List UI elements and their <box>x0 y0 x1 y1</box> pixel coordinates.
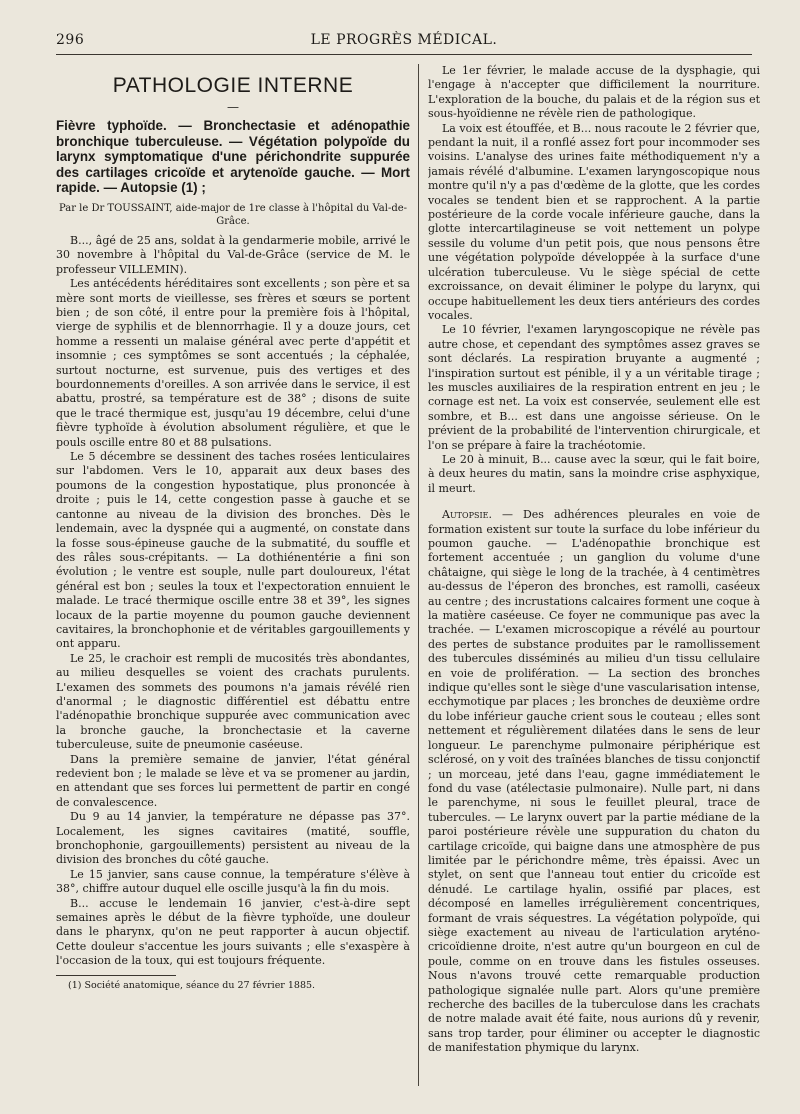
article-byline: Par le Dr TOUSSAINT, aide-major de 1re classe à l'hôpital du Val-de-Grâce. <box>58 202 408 227</box>
paragraph: Le 1er février, le malade accuse de la dysphagie, qui l'engage à n'accepter que difficilement la nourriture. L'exploration de la bouche, du palais et de la région sus et sous-hyoïdienne ne révèle rien de pathologique. <box>428 64 760 121</box>
article-headline: Fièvre typhoïde. — Bronchectasie et adénopathie bronchique tuberculeuse. — Végétation polypoïde du larynx symptomatique d'une périchondrite suppurée des cartilages cricoïde et arytenoïde gauche. — Mort rapide. — Autopsie (1) ; <box>56 118 410 196</box>
paragraph: Le 15 janvier, sans cause connue, la température s'élève à 38°, chiffre autour duquel elle oscille jusqu'à la fin du mois. <box>56 867 410 896</box>
paragraph: Les antécédents héréditaires sont excellents ; son père et sa mère sont morts de vieillesse, ses frères et sœurs se portent bien ; de son côté, il entre pour la première fois à l'hôpital, vierge de syphilis et de blennorrhagie. Il y a douze jours, cet homme a ressenti un malaise général avec perte d'appétit et insomnie ; ces symptômes se sont accentués ; la céphalée, surtout nocturne, est survenue, puis des vertiges et des bourdonnements d'oreilles. A son arrivée dans le service, il est abattu, prostré, sa température est de 38° ; disons de suite que le tracé thermique est, jusqu'au 19 décembre, celui d'une fièvre typhoïde à évolution absolument régulière, et que le pouls oscille entre 80 et 88 pulsations. <box>56 277 410 449</box>
autopsy-lead: Autopsie. <box>442 508 492 522</box>
paragraph: La voix est étouffée, et B... nous racoute le 2 février que, pendant la nuit, il a ronflé assez fort pour incommoder ses voisins. L'analyse des urines faite méthodiquement n'y a jamais révélé d'albumine. L'examen laryngoscopique nous montre qu'il n'y a pas d'œdème de la glotte, que les cordes vocales se tendent bien et se rapprochent. A la partie postérieure de la corde vocale inférieure gauche, dans la glotte intercartilagineuse se voit nettement un polype sessile du volume d'un petit pois, que nous pensons être une végétation polypoïde développée à la surface d'une ulcération tuberculeuse. Vu le siège spécial de cette excroissance, on devait éliminer le polype du larynx, qui occupe habituellement les deux tiers antérieurs des cordes vocales. <box>428 121 760 322</box>
section-title: PATHOLOGIE INTERNE <box>112 74 354 97</box>
title-dash: — <box>227 100 239 114</box>
running-head <box>56 30 752 55</box>
autopsy-paragraph <box>428 508 760 1055</box>
paragraph: Du 9 au 14 janvier, la température ne dépasse pas 37°. Localement, les signes cavitaires (matité, souffle, bronchophonie, gargouillements) persistent au niveau de la division des bronches du côté gauche. <box>56 810 410 867</box>
paragraph: Le 25, le crachoir est rempli de mucosités très abondantes, au milieu desquelles se voient des crachats purulents. L'examen des sommets des poumons n'a jamais révélé rien d'anormal ; le diagnostic différentiel est débattu entre l'adénopathie bronchique suppurée avec communication avec la bronche gauche, la bronchectasie et la caverne tuberculeuse, suite de pneumonie caséeuse. <box>56 651 410 752</box>
paragraph: Le 10 février, l'examen laryngoscopique ne révèle pas autre chose, et cependant des symptômes assez graves se sont déclarés. La respiration bruyante a augmenté ; l'inspiration surtout est pénible, il y a un véritable tirage ; les muscles auxiliaires de la respiration entrent en jeu ; le cornage est net. La voix est conservée, seulement elle est sombre, et B... est dans une angoisse sérieuse. On le prévient de la probabilité de l'intervention chirurgicale, et l'on se prépare à faire la trachéotomie. <box>428 323 760 452</box>
paragraph: Le 5 décembre se dessinent des taches rosées lenticulaires sur l'abdomen. Vers le 10, apparait aux deux bases des poumons de la congestion hypostatique, plus prononcée à droite ; puis le 14, cette congestion passe à gauche et se cantonne au niveau de la division des bronches. Dès le lendemain, avec la dyspnée qui a augmenté, on constate dans la fosse sous-épineuse gauche de la submatité, du souffle et des râles sous-crépitants. — La dothiénentérie a fini son évolution ; le ventre est souple, nulle part douloureux, l'état général est bon ; seules la toux et l'expectoration ennuient le malade. Le tracé thermique oscille entre 38 et 39°, les signes locaux de la partie moyenne du poumon gauche deviennent cavitaires, la bronchophonie et de véritables gargouillements y ont apparu. <box>56 450 410 651</box>
section-gap <box>428 496 760 508</box>
footnote: (1) Société anatomique, séance du 27 février 1885. <box>68 979 316 991</box>
journal-title: LE PROGRÈS MÉDICAL. <box>310 32 498 48</box>
column-divider <box>418 64 419 1086</box>
paragraph: B..., âgé de 25 ans, soldat à la gendarmerie mobile, arrivé le 30 novembre à l'hôpital du Val-de-Grâce (service de M. le professeur VILLEMIN). <box>56 233 410 276</box>
paragraph: Le 20 à minuit, B... cause avec la sœur, qui le fait boire, à deux heures du matin, sans la moindre crise asphyxique, il meurt. <box>428 452 760 495</box>
page-number: 296 <box>56 32 85 48</box>
left-column <box>56 64 410 1088</box>
autopsy-text: — Des adhérences pleurales en voie de formation existent sur toute la surface du lobe inférieur du poumon gauche. — L'adénopathie bronchique est fortement accentuée ; un ganglion du volume d'une châtaigne, qui siège le long de la trachée, à 4 centimètres au-dessus de l'éperon des bronches, est ramolli, caséeux au centre ; des incrustations calcaires forment une coque à la matière caséeuse. Ce foyer ne communique pas avec la trachée. — L'examen microscopique a révélé au pourtour des pertes de substance produites par le ramollissement des tubercules disséminés au milieu d'un tissu cellulaire en voie de prolifération. — La section des bronches indique qu'elles sont le siège d'une vascularisation intense, ecchymotique par places ; les bronches de deuxième ordre du lobe inférieur gauche crient sous le couteau ; elles sont nettement et régulièrement dilatées dans le sens de leur longueur. Le parenchyme pulmonaire périphérique est sclérosé, on y voit des traînées blanches de tissu conjonctif ; un morceau, jeté dans l'eau, gagne immédiatement le fond du vase (atélectasie pulmonaire). Nulle part, ni dans le parenchyme, ni sous le feuillet pleural, trace de tubercules. — Le larynx ouvert par la partie médiane de la paroi postérieure révèle une suppuration du chaton du cartilage cricoïde, qui baigne dans une atmosphère de pus limitée par le périchondre même, très épaissi. Avec un stylet, on sent que l'anneau tout entier du cricoïde est dénudé. Le cartilage hyalin, ossifié par places, est décomposé en lamelles irrégulièrement concentriques, formant de vrais séquestres. La végétation polypoïde, qui siège exactement au niveau de l'articulation aryténo-cricoïdienne droite, n'est autre qu'un bourgeon en cul de poule, comme on en trouve dans les fistules osseuses. Nous n'avons trouvé cette remarquable production pathologique signalée nulle part. Alors qu'une première recherche des bacilles de la tuberculose dans les crachats de notre malade avait été faite, nous aurions dû y revenir, sans trop tarder, pour éliminer ou accepter le diagnostic de manifestation phymique du larynx. <box>428 508 760 1055</box>
right-column <box>428 64 760 1088</box>
footnote-rule <box>56 975 176 976</box>
paragraph: B... accuse le lendemain 16 janvier, c'est-à-dire sept semaines après le début de la fièvre typhoïde, une douleur dans le pharynx, qu'on ne peut rapporter à aucun objectif. Cette douleur s'accentue les jours suivants ; elle s'exaspère à l'occasion de la toux, qui est toujours fréquente. <box>56 896 410 968</box>
paragraph: Dans la première semaine de janvier, l'état général redevient bon ; le malade se lève et va se promener au jardin, en attendant que ses forces lui permettent de partir en congé de convalescence. <box>56 752 410 809</box>
